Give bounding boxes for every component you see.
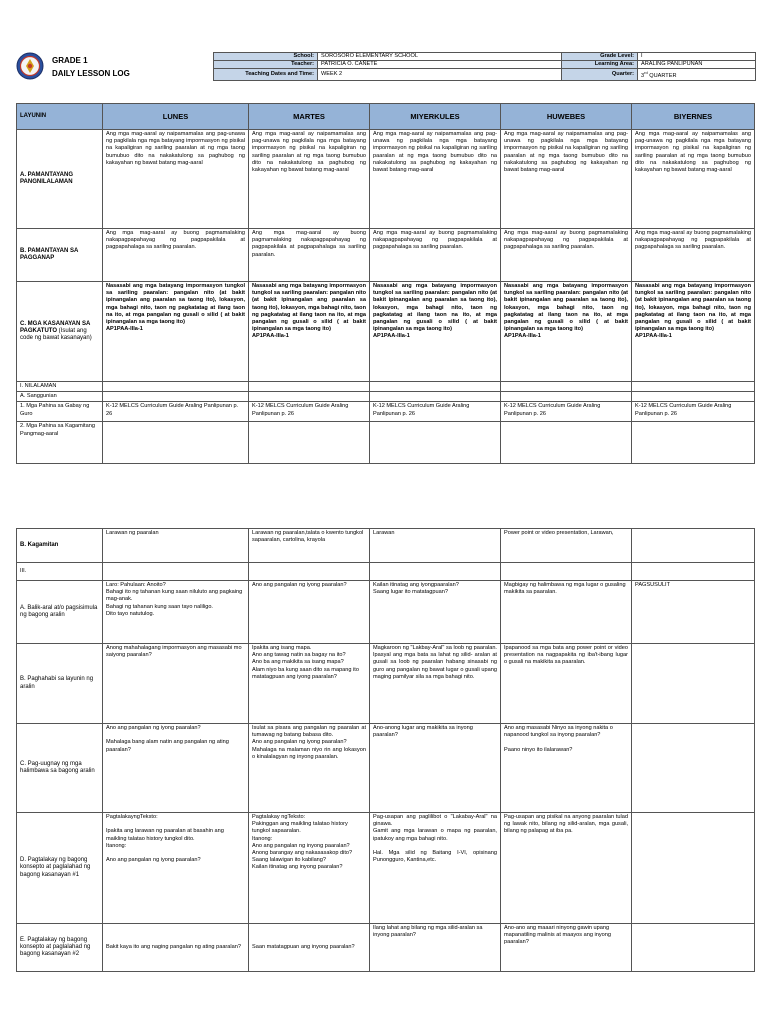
table-cell: Power point or video presentation, Larawan, (501, 529, 632, 563)
table-cell: Ang mga mag-aaral ay naipamamalas ang pag-unawa ng pagkilala nga mga batayang impormasyon ng pisikal na kapaligiran ng sariling paaralan at ng mga taong bumubuo dito na nakakatulong sa paghubog ng kakayahan ng bawat batang mag-aaral (103, 130, 249, 229)
row-label-pagtalakay-1: D. Pagtalakay ng bagong konsepto at paglalahad ng bagong kasanayan #1 (17, 813, 103, 924)
deped-seal-icon (16, 52, 44, 80)
row-label-pag-uugnay: C. Pag-uugnay ng mga halimbawa sa bagong aralin (17, 724, 103, 813)
row-label-paghahabi-sa-layunin: B. Paghahabi sa layunin ng aralin (17, 644, 103, 724)
learning-area-value: ARALING PANLIPUNAN (638, 61, 756, 69)
table-row (17, 422, 755, 464)
table-cell: Ipapanood sa mga bata ang power point or video presentation na nagpapakita ng iba't-ibang lugar o gusali na makikita sa paaralan. (501, 644, 632, 724)
table-cell: Ano-ano ang maaari ninyong gawin upang mapanatiling malinis at maayos ang inyong paaralan? (501, 924, 632, 972)
table-cell: PagtalakayngTeksto: Ipakita ang larawan ng paaralan at basahin ang maikling talatao history tungkol dito. Itanong: Ano ang pangalan ng iyong paaralan? (103, 813, 249, 924)
school-value: SOROSORO ELEMENTARY SCHOOL (318, 53, 562, 61)
row-label-pamantayan-sa-pagganap: B. PAMANTAYAN SA PAGGANAP (17, 229, 103, 282)
table-cell: Larawan (370, 529, 501, 563)
table-cell: Ang mga mag-aaral ay naipamamalas ang pag-unawa ng pagkilala nga mga batayang impormasyon ng pisikal na kapaligiran ng sariling paaralan at ng mga taong bumubuo dito na nakakatulong sa paghubog ng kakayahan ng bawat batang mag-aaral (249, 130, 370, 229)
table-cell: Pag-usapan ang pisikal na anyong paaralan tulad ng lawak nito, bilang ng silid-aralan, mga gusali, bilang ng palapag at iba pa. (501, 813, 632, 924)
table-cell: Pagtalakay ngTeksto: Pakinggan ang maikling talatao history tungkol sapaaralan. Itanong: Ano ang pangalan ng inyong paaralan? Anong barangay ang nakasasakop dito? Saang lalawigan ito kabilang? Kailan itinatag ang inyong paaralan? (249, 813, 370, 924)
table-cell: Ipakita ang isang mapa. Ano ang tawag natin sa bagay na ito? Ano ba ang makikita sa isang mapa? Alam niyo ba kung saan dito sa mapang ito matatagpuan ang iyong paaralan? (249, 644, 370, 724)
table-cell (632, 924, 755, 972)
table-cell: Nasasabi ang mga batayang impormasyon tungkol sa sariling paaralan: pangalan nito (at bakit ipinangalan ang paaralan sa taong ito), lokasyon, mga bahagi nito, taon ng pagkatatag at ilang taon na ito, at mga pangalan ng gusali o silid ( at bakit ipinangalan sa mga taong ito) AP1PAA-IIIa-1 (632, 282, 755, 382)
grade-title: GRADE 1 (52, 56, 88, 65)
quarter-label: Quarter: (562, 69, 638, 81)
table-cell: K-12 MELCS Curriculum Guide Araling Panlipunan p. 26 (249, 402, 370, 422)
table-cell: Ang mga mag-aaral ay naipamamalas ang pag-unawa ng pagkilala nga mga batayang impormasyon ng pisikal na kapaligiran ng sariling paaralan at ng mga taong bumubuo dito na nakakatulong sa paghubog ng kakayahan ng bawat batang mag-aaral (632, 130, 755, 229)
table-cell: Ang mga mag-aaral ay buong pagmamalaking nakapagpapahayag ng pagpapakilala at pagpapahalaga sa sariling paaralan. (103, 229, 249, 282)
table-cell: Isulat sa pisara ang pangalan ng paaralan at tumawag ng batang babasa dito. Ano ang pangalan ng iyong paaralan? Mahalaga na malaman niyo rin ang lokasyon o kinalalagyan ng inyong paaralan. (249, 724, 370, 813)
col-biyernes: BIYERNES (632, 104, 755, 130)
table-cell: Kailan itinatag ang iyongpaaralan? Saang lugar ito matatagpuan? (370, 581, 501, 644)
table-row (17, 130, 755, 229)
table-cell: Pag-usapan ang paglilibot o "Lakabay-Aral" na ginawa. Gamit ang mga larawan o mapa ng paaralan, ipatukoy ang mga bahagi nito. Hal. Mga silid ng Baitang I-VI, opisinang Punongguro, Kantina,etc. (370, 813, 501, 924)
table-cell (632, 813, 755, 924)
grade-level-label: Grade Level: (562, 53, 638, 61)
row-label-kasanayan-sa-pagkatuto: C. MGA KASANAYAN SA PAGKATUTO (Isulat ang code ng bawat kasanayan) (17, 282, 103, 382)
dates-value: WEEK 2 (318, 69, 562, 81)
table-cell: Laro: Pahulaan: Anoito? Bahagi ito ng tahanan kung saan niluluto ang pagkaing mag-anak. Bahagi ng tahanan kung saan tayo naliligo. Dito tayo natutulog. (103, 581, 249, 644)
col-lunes: LUNES (103, 104, 249, 130)
table-cell: Ano ang masasabi Ninyo sa inyong nakita o napanood tungkol sa inyong paaralan? Paano ninyo ito ilalarawan? (501, 724, 632, 813)
table-cell: Ano-anong lugar ang makikita sa inyong paaralan? (370, 724, 501, 813)
sanggunian-label: A. Sanggunian (17, 392, 103, 402)
nilalaman-label: I. NILALAMAN (17, 382, 103, 392)
table-row (17, 529, 755, 563)
col-martes: MARTES (249, 104, 370, 130)
info-row (214, 69, 756, 81)
table-cell: K-12 MELCS Curriculum Guide Araling Panlipunan p. 26 (501, 402, 632, 422)
table-cell (632, 644, 755, 724)
table-row (17, 229, 755, 282)
doc-title: DAILY LESSON LOG (52, 69, 130, 78)
quarter-value: 3rd QUARTER (638, 69, 756, 81)
lesson-table-top (16, 103, 755, 464)
table-cell: Nasasabi ang mga batayang impormasyon tungkol sa sariling paaralan: pangalan nito (at bakit ipinangalan ang paaralan sa taong ito), lokasyon, mga bahagi nito, taon ng pagkatatag at ilang taon na ito, at mga pangalan ng gusali o silid ( at bakit ipinangalan sa mga taong ito) AP1PAA-IIIa-1 (103, 282, 249, 382)
grade-level-value: I (638, 53, 756, 61)
col-layunin: LAYUNIN (17, 104, 103, 130)
table-cell: Larawan ng paaralan,talata o kwento tungkol sapaaralan, cartolina, krayola (249, 529, 370, 563)
col-huwebes: HUWEBES (501, 104, 632, 130)
table-cell: Saan matatagpuan ang inyong paaralan? (249, 924, 370, 972)
table-cell: Ano ang pangalan ng iyong paaralan? (249, 581, 370, 644)
info-row (214, 53, 756, 61)
row-label-pamantayang-pangnilalaman: A. PAMANTAYANG PANGNILALAMAN (17, 130, 103, 229)
teacher-label: Teacher: (214, 61, 318, 69)
row-label-kagamitang-pangmag-aaral: 2. Mga Pahina sa Kagamitang Pangmag-aaral (17, 422, 103, 464)
col-miyerkules: MIYERKULES (370, 104, 501, 130)
table-row (17, 644, 755, 724)
lesson-table-bottom (16, 528, 755, 972)
table-header-row (17, 104, 755, 130)
table-cell: K-12 MELCS Curriculum Guide Araling Panlipunan p. 26 (632, 402, 755, 422)
table-row (17, 282, 755, 382)
teacher-value: PATRICIA O. CAÑETE (318, 61, 562, 69)
row-label-balik-aral: A. Balik-aral at/o pagsisimula ng bagong aralin (17, 581, 103, 644)
table-cell: Ilang lahat ang bilang ng mga silid-aralan sa inyong paaralan? (370, 924, 501, 972)
table-cell: Ang mga mag-aaral ay buong pagmamalaking nakapagpapahayag ng pagpapakilala at pagpapahalaga sa sariling paaralan. (632, 229, 755, 282)
table-row (17, 402, 755, 422)
learning-area-label: Learning Area: (562, 61, 638, 69)
table-cell: Nasasabi ang mga batayang impormasyon tungkol sa sariling paaralan: pangalan nito (at bakit ipinangalan ang paaralan sa taong ito), lokasyon, mga bahagi nito, taon ng pagkatatag at ilang taon na ito, at mga pangalan ng gusali o silid ( at bakit ipinangalan sa mga taong ito) AP1PAA-IIIa-1 (370, 282, 501, 382)
table-row (17, 724, 755, 813)
table-row (17, 813, 755, 924)
table-cell: Bakit kaya ito ang naging pangalan ng ating paaralan? (103, 924, 249, 972)
section-iii-label: III. (17, 563, 103, 581)
row-label-pagtalakay-2: E. Pagtalakay ng bagong konsepto at paglalahad ng bagong kasanayan #2 (17, 924, 103, 972)
table-cell: Ang mga mag-aaral ay naipamamalas ang pag-unawa ng pagkilala nga mga batayang impormasyon ng pisikal na kapaligiran ng sariling paaralan at ng mga taong bumubuo dito na nakakatulong sa paghubog ng kakayahan ng bawat batang mag-aaral (501, 130, 632, 229)
table-cell: Magbigay ng halimbawa ng mga lugar o gusaling makikita sa paaralan. (501, 581, 632, 644)
info-table (213, 52, 756, 81)
dates-label: Teaching Dates and Time: (214, 69, 318, 81)
table-cell: Ang mga mag-aaral ay naipamamalas ang pag-unawa ng pagkilala nga mga batayang impormasyon ng pisikal na kapaligiran ng sariling paaralan at ng mga taong bumubuo dito na nakakatulong sa paghubog ng kakayahan ng bawat batang mag-aaral (370, 130, 501, 229)
school-label: School: (214, 53, 318, 61)
table-cell (632, 529, 755, 563)
table-row (17, 581, 755, 644)
table-cell: Magkaroon ng "Lakbay-Aral" sa loob ng paaralan. Ipasyal ang mga bata sa lahat ng silid- aralan at gusali sa loob ng paaralan habang sinasabi ng guro ang pangalan ng bawat lugar o gusali upang maging pamilyar sila sa mga bahagi nito. (370, 644, 501, 724)
table-row (17, 382, 755, 392)
table-cell: Larawan ng paaralan (103, 529, 249, 563)
table-cell: K-12 MELCS Curriculum Guide Araling Panlipunan p. 26 (103, 402, 249, 422)
info-row (214, 61, 756, 69)
table-cell (632, 724, 755, 813)
table-row (17, 563, 755, 581)
table-cell: Nasasabi ang mga batayang impormasyon tungkol sa sariling paaralan: pangalan nito (at bakit ipinangalan ang paaralan sa taong ito), lokasyon, mga bahagi nito, taon ng pagkatatag at ilang taon na ito, at mga pangalan ng gusali o silid ( at bakit ipinangalan sa mga taong ito) AP1PAA-IIIa-1 (501, 282, 632, 382)
table-cell: Nasasabi ang mga batayang impormasyon tungkol sa sariling paaralan: pangalan nito (at bakit ipinangalan ang paaralan sa taong ito), lokasyon, mga bahagi nito, taon ng pagkatatag at ilang taon na ito, at mga pangalan ng gusali o silid ( at bakit ipinangalan sa mga taong ito) AP1PAA-IIIa-1 (249, 282, 370, 382)
table-cell: PAGSUSULIT (632, 581, 755, 644)
row-label-gabay-ng-guro: 1. Mga Pahina sa Gabay ng Guro (17, 402, 103, 422)
row-label-kagamitan: B. Kagamitan (17, 529, 103, 563)
table-cell: Ano ang pangalan ng iyong paaralan? Mahalaga bang alam natin ang pangalan ng ating paaralan? (103, 724, 249, 813)
table-row (17, 924, 755, 972)
table-cell: Ang mga mag-aaral ay buong pagmamalaking nakapagpapahayag ng pagpapakilala at pagpapahalaga sa sariling paaralan. (370, 229, 501, 282)
table-cell: Ang mga mag-aaral ay buong pagmamalaking nakapagpapahayag ng pagpapakilala at pagpapahalaga sa sariling paaralan. (501, 229, 632, 282)
table-row (17, 392, 755, 402)
table-cell: K-12 MELCS Curriculum Guide Araling Panlipunan p. 26 (370, 402, 501, 422)
table-cell: Anong mahahalagang impormasyon ang masasabi mo saiyong paaralan? (103, 644, 249, 724)
table-cell: Ang mga mag-aaral ay buong pagmamalaking nakapagpapahayag ng pagpapakilala at pagpapahalaga sa sariling paaralan. (249, 229, 370, 282)
